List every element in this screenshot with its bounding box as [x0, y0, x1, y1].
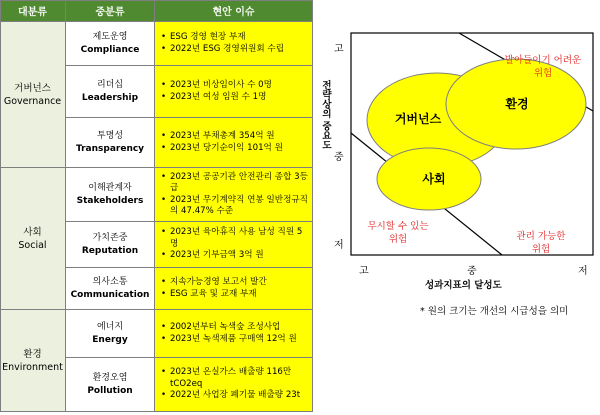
issue-item: • 2023년 무기계약직 연봉 일반정규직의 47.47% 수준 — [160, 195, 310, 218]
y-tick-high: 고 — [334, 44, 344, 55]
issue-item: • 2002년부터 녹색숲 조성사업 — [160, 322, 310, 334]
subcategory-label-ko: 이해관계자 — [88, 182, 132, 193]
issue-item: • 2023년 온실가스 배출량 116만tCO2eq — [160, 367, 310, 390]
x-tick-high: 고 — [359, 266, 369, 277]
x-tick-low: 저 — [578, 266, 588, 277]
subcategory-label-en: Leadership — [81, 92, 139, 103]
subcategory-label-ko: 에너지 — [96, 321, 124, 332]
issue-item: • ESG 경영 현장 부재 — [160, 32, 310, 44]
issue-item: • 2023년 공공기관 안전관리 종합 3등급 — [160, 172, 310, 195]
issue-item: • 2023년 기부금액 3억 원 — [160, 250, 310, 262]
issue-item: • 지속가능경영 보고서 발간 — [160, 277, 310, 289]
environment-circle-label: 환경 — [505, 97, 529, 111]
issue-item: • 2023년 여성 임원 수 1명 — [160, 92, 310, 104]
subcategory-label-en: Reputation — [81, 245, 139, 256]
subcategory-label-ko: 리더십 — [96, 79, 124, 90]
issue-item: • 2022년 ESG 경영위원회 수립 — [160, 44, 310, 56]
region-label-top-right: 발아들이기 어려운 위험 — [504, 55, 582, 79]
issue-item: • ESG 교육 및 교재 부재 — [160, 289, 310, 301]
category-label-ko: 사회 — [23, 226, 42, 238]
issue-item: • 2023년 녹색제품 구매액 12억 원 — [160, 334, 310, 346]
social-circle-label: 사회 — [422, 172, 446, 186]
x-tick-mid: 중 — [467, 266, 477, 277]
subcategory-label-ko: 제도운영 — [92, 31, 128, 42]
issue-item: • 2022년 사업장 폐기물 배출량 23t — [160, 390, 310, 402]
subcategory-label-ko: 의사소통 — [92, 276, 128, 287]
x-axis-title: 성과지표의 달성도 — [425, 280, 502, 291]
header-major-category: 대분류 — [0, 0, 66, 22]
subcategory-label-en: Compliance — [80, 44, 140, 55]
circle-size-note: * 원의 크기는 개선의 시급성을 의미 — [420, 306, 569, 317]
category-label-en: Governance — [3, 95, 62, 107]
issue-item: • 2023년 비상임이사 수 0명 — [160, 80, 310, 92]
region-label-bottom-right: 관리 가능한 위험 — [516, 231, 566, 255]
governance-circle-label: 거버넌스 — [394, 112, 442, 126]
subcategory-label-en: Pollution — [87, 385, 133, 396]
y-tick-mid: 중 — [334, 152, 344, 163]
subcategory-label-ko: 투명성 — [96, 130, 124, 141]
issue-item: • 2023년 육아휴직 사용 남성 직원 5명 — [160, 227, 310, 250]
region-label-bottom-left: 무시할 수 있는 위험 — [367, 221, 429, 245]
subcategory-label-en: Energy — [92, 334, 128, 345]
y-axis-title: 전략상의 중요도 — [320, 80, 331, 150]
issue-item: • 2023년 당기순이익 101억 원 — [160, 143, 310, 155]
category-label-ko: 환경 — [23, 348, 42, 360]
header-current-issues: 현안 이슈 — [155, 0, 313, 22]
subcategory-label-ko: 환경오염 — [92, 372, 128, 383]
issue-item: • 2023년 부채총계 354억 원 — [160, 131, 310, 143]
subcategory-label-en: Stakeholders — [76, 195, 144, 206]
subcategory-label-en: Communication — [70, 289, 150, 300]
category-label-en: Environment — [2, 361, 63, 373]
subcategory-label-ko: 가치존중 — [92, 232, 128, 243]
category-label-en: Social — [18, 239, 47, 251]
category-label-ko: 거버넌스 — [14, 82, 51, 94]
subcategory-label-en: Transparency — [75, 143, 145, 154]
header-sub-category: 중분류 — [66, 0, 155, 22]
y-tick-low: 저 — [334, 240, 344, 251]
